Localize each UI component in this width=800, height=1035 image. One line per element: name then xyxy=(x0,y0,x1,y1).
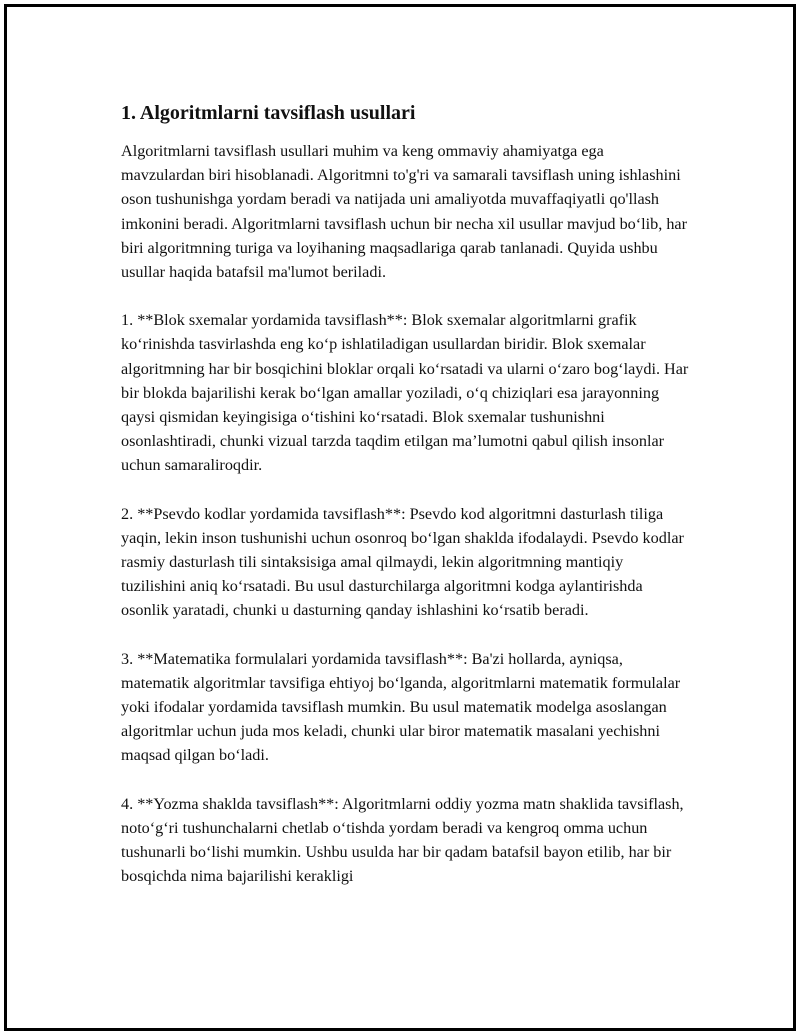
document-body xyxy=(121,101,691,912)
paragraph-written-form: 4. **Yozma shaklda tavsiflash**: Algoritmlarni oddiy yozma matn shaklida tavsiflash, noto‘g‘ri tushunchalarni chetlab o‘tishda yordam beradi va kengroq omma uchun tushunarli bo‘lishi mumkin. Ushbu usulda har bir qadam batafsil bayon etilib, har bir bosqichda nima bajarilishi kerakligi xyxy=(121,794,684,886)
paragraph-pseudocode: 2. **Psevdo kodlar yordamida tavsiflash**: Psevdo kod algoritmni dasturlash tiliga yaqin, lekin inson tushunishi uchun osonroq bo‘lgan shaklda ifodalaydi. Psevdo kodlar rasmiy dasturlash tili sintaksisiga amal qilmaydi, lekin algoritmning mantiqiy tuzilishini aniq ko‘rsatadi. Bu usul dasturchilarga algoritmni kodga aylantirishda osonlik yaratadi, chunki u dasturning qanday ishlashini ko‘rsatib beradi. xyxy=(121,504,684,620)
paragraph-math-formulas: 3. **Matematika formulalari yordamida tavsiflash**: Ba'zi hollarda, ayniqsa, matematik algoritmlar tavsifiga ehtiyoj bo‘lganda, algoritmlarni matematik formulalar yoki ifodalar yordamida tavsiflash mumkin. Bu usul matematik modelga asoslangan algoritmlar uchun juda mos keladi, chunki ular biror matematik masalani yechishni maqsad qilgan bo‘ladi. xyxy=(121,649,681,765)
intro-paragraph: Algoritmlarni tavsiflash usullari muhim va keng ommaviy ahamiyatga ega mavzulardan biri hisoblanadi. Algoritmni to'g'ri va samarali tavsiflash uning ishlashini oson tushunishga yordam beradi va natijada uni amaliyotda muvaffaqiyatli qo'llash imkonini beradi. Algoritmlarni tavsiflash uchun bir necha xil usullar mavjud bo‘lib, har biri algoritmning turiga va loyihaning maqsadlariga qarab tanlanadi. Quyida ushbu usullar haqida batafsil ma'lumot beriladi. xyxy=(121,142,687,282)
page-title: 1. Algoritmlarni tavsiflash usullari xyxy=(121,102,416,124)
page-frame xyxy=(4,4,796,1031)
paragraph-block-schemes: 1. **Blok sxemalar yordamida tavsiflash**: Blok sxemalar algoritmlarni grafik ko‘rinishda tasvirlashda eng ko‘p ishlatiladigan usullardan biridir. Blok sxemalar algoritmning har bir bosqichini bloklar orqali ko‘rsatadi va ularni o‘zaro bog‘laydi. Har bir blokda bajarilishi kerak bo‘lgan amallar yoziladi, o‘q chiziqlari esa jarayonning qaysi qismidan keyingisiga o‘tishini ko‘rsatadi. Blok sxemalar tushunishni osonlashtiradi, chunki vizual tarzda taqdim etilgan ma’lumotni qabul qilish insonlar uchun samaraliroqdir. xyxy=(121,311,689,475)
